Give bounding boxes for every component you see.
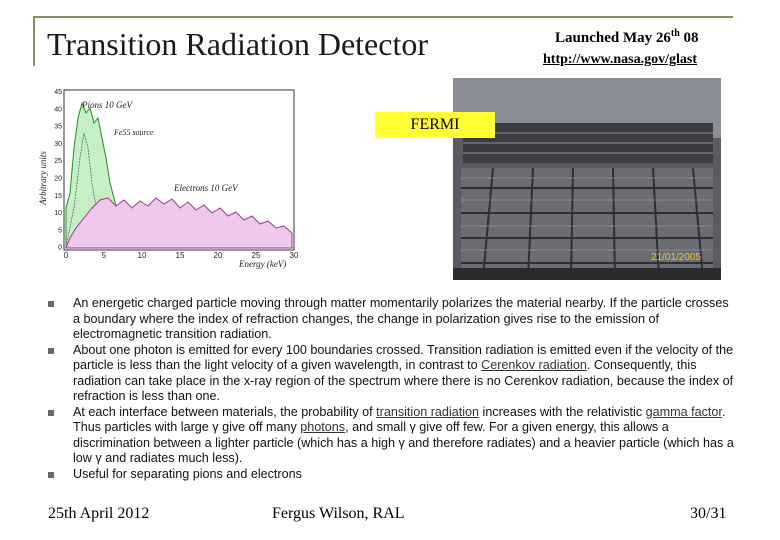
text-run: About one photon is emitted for every 100 boundaries crossed. Transition radiation is emitted even if the velocity of the particle is less than the light velocity of a given wavelength, in contrast to (73, 342, 734, 372)
plot-ylabel: Arbitrary units (38, 151, 48, 205)
plot-xlabel: Energy (keV) (239, 259, 287, 269)
y-tick-label: 15 (54, 192, 62, 200)
launch-date: Launched May 26th 08 (555, 28, 699, 46)
hyperlink[interactable]: Cerenkov radiation (481, 358, 587, 372)
footer-author: Fergus Wilson, RAL (272, 505, 405, 522)
legend-pions: Pions 10 GeV (82, 100, 132, 110)
y-tick-label: 5 (58, 227, 62, 235)
bullet-item (48, 296, 738, 343)
y-tick-label: 35 (54, 123, 62, 131)
bullet-text (73, 343, 738, 405)
electrons-histogram (66, 198, 292, 248)
hyperlink[interactable]: gamma factor (645, 404, 722, 419)
title-side-rule (33, 16, 35, 66)
bullet-marker (48, 410, 54, 416)
energy-spectrum-plot (34, 88, 304, 273)
x-tick-label: 30 (289, 251, 299, 260)
bullet-marker (48, 301, 54, 307)
text-run: . Thus particles with large γ give off many (73, 404, 726, 434)
text-run: increases with the relativistic (479, 404, 646, 419)
text-run: . Consequently, this radiation can take place in the x-ray region of the spectrum where there is no Cerenkov radiation, because the index of refraction is less than one. (73, 358, 734, 403)
bullet-item (48, 405, 738, 467)
y-tick-label: 30 (54, 140, 62, 148)
slide-title: Transition Radiation Detector (47, 26, 428, 62)
y-tick-label: 0 (58, 244, 62, 252)
footer-date: 25th April 2012 (48, 505, 150, 522)
y-tick-label: 40 (54, 106, 62, 114)
y-tick-label: 45 (54, 89, 62, 96)
footer-page-number: 30/31 (690, 505, 727, 522)
x-tick-label: 0 (63, 251, 69, 260)
x-tick-label: 25 (251, 251, 261, 260)
fermi-detector-photo (453, 78, 721, 280)
y-tick-label: 10 (54, 210, 62, 218)
y-tick-label: 25 (54, 158, 62, 166)
fermi-label: FERMI (375, 112, 495, 138)
bullet-marker (48, 472, 54, 478)
x-tick-label: 20 (213, 251, 223, 260)
bullet-text (73, 467, 738, 483)
bullet-list (48, 296, 738, 482)
x-tick-label: 5 (101, 251, 107, 260)
title-rule (33, 16, 733, 18)
x-tick-label: 15 (175, 251, 185, 260)
text-run: Useful for separating pions and electrons (73, 466, 302, 481)
hyperlink[interactable]: transition radiation (376, 404, 480, 419)
bullet-item (48, 467, 738, 483)
bullet-marker (48, 348, 54, 354)
y-tick-label: 20 (54, 175, 62, 183)
bullet-text (73, 296, 738, 343)
nasa-link[interactable]: http://www.nasa.gov/glast (543, 52, 698, 67)
legend-electrons: Electrons 10 GeV (174, 183, 238, 193)
text-run: An energetic charged particle moving through matter momentarily polarizes the material nearby. If the particle crosses a boundary where the index of refraction changes, the change in polarization gives rise to the emission of electromagnetic transition radiation. (73, 296, 729, 341)
hyperlink[interactable]: photons (300, 420, 346, 434)
photo-timestamp: 21/01/2005 (651, 252, 702, 263)
bullet-item (48, 343, 738, 405)
text-run: At each interface between materials, the probability of (73, 404, 377, 419)
text-run: , and small γ give off few. For a given energy, this allows a discrimination between a lighter particle (which has a high γ and therefore radiates) and a heavier particle (which has a low γ and radiates much less). (73, 420, 734, 465)
legend-fe55: Fe55 source (114, 128, 154, 137)
x-tick-label: 10 (137, 251, 147, 260)
bullet-text (73, 405, 738, 467)
